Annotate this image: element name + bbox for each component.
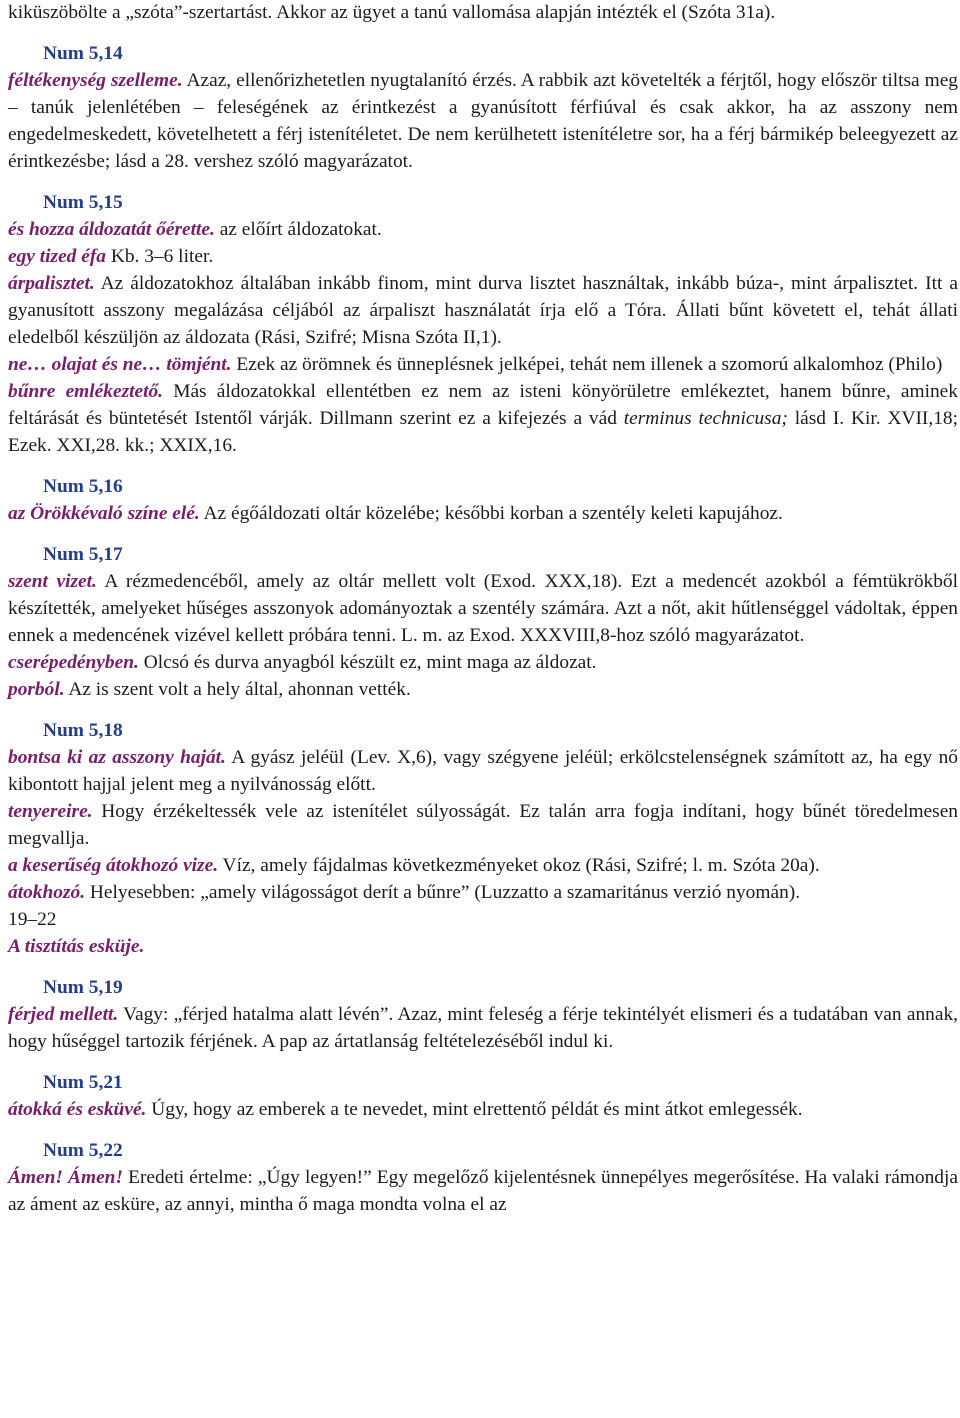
commentary-paragraph — [8, 1096, 958, 1123]
paragraph-spacer — [8, 527, 958, 541]
lemma-term: féltékenység szelleme. — [8, 70, 183, 91]
lemma-term: átokhozó. — [8, 882, 86, 903]
lemma-term: bűnre emlékeztető. — [8, 381, 164, 402]
paragraph-spacer — [8, 1123, 958, 1137]
commentary-text: Az is szent volt a hely által, ahonnan vették. — [64, 679, 411, 700]
paragraph-spacer — [8, 459, 958, 473]
italic-phrase: terminus technicusa; — [623, 408, 788, 429]
lemma-term: szent vizet. — [8, 571, 97, 592]
paragraph-spacer — [8, 26, 958, 40]
lemma-term: és hozza áldozatát őérette. — [8, 219, 215, 240]
commentary-paragraph — [8, 906, 958, 933]
paragraph-spacer — [8, 1055, 958, 1069]
commentary-paragraph — [8, 1164, 958, 1218]
commentary-text: Vagy: „férjed hatalma alatt lévén”. Azaz, mint feleség a férje tekintélyét elismeri és a tudatában van annak, hogy hűséggel tartozik férjének. A pap az ártatlanság feltételezéséből indul ki. — [8, 1004, 958, 1052]
commentary-text: Kb. 3–6 liter. — [106, 246, 214, 267]
commentary-paragraph — [8, 67, 958, 175]
section-subtitle: A tisztítás esküje. — [8, 936, 145, 957]
paragraph-spacer — [8, 175, 958, 189]
commentary-document — [8, 0, 958, 1218]
commentary-paragraph — [8, 744, 958, 798]
commentary-paragraph — [8, 798, 958, 852]
verse-heading: Num 5,22 — [43, 1140, 123, 1161]
commentary-text: A gyász jeléül (Lev. X,6), vagy szégyene jeléül; erkölcstelenségnek számított az, ha egy nő kibontott hajjal jelent meg a nyilvánosság előtt. — [8, 747, 958, 795]
commentary-paragraph — [8, 378, 958, 459]
commentary-text: Helyesebben: „amely világosságot derít a bűnre” (Luzzatto a szamaritánus verzió nyomán). — [85, 882, 801, 903]
commentary-paragraph — [8, 1001, 958, 1055]
lemma-term: egy tized éfa — [8, 246, 106, 267]
verse-heading: Num 5,17 — [43, 544, 123, 565]
commentary-paragraph — [8, 0, 958, 26]
verse-heading: Num 5,21 — [43, 1072, 123, 1093]
commentary-text: kiküszöbölte a „szóta”-szertartást. Akkor az ügyet a tanú vallomása alapján intézték el (Szóta 31a). — [8, 2, 776, 23]
lemma-term: bontsa ki az asszony haját. — [8, 747, 226, 768]
lemma-term: átokká és esküvé. — [8, 1099, 147, 1120]
commentary-text: Az égőáldozati oltár közelébe; későbbi korban a szentély keleti kapujához. — [199, 503, 783, 524]
verse-heading: Num 5,18 — [43, 720, 123, 741]
verse-heading: Num 5,15 — [43, 192, 123, 213]
commentary-paragraph — [8, 500, 958, 527]
lemma-term: a keserűség átokhozó vize. — [8, 855, 219, 876]
verse-heading: Num 5,16 — [43, 476, 123, 497]
lemma-term: ne… olajat és ne… tömjént. — [8, 354, 232, 375]
commentary-paragraph — [8, 216, 958, 243]
paragraph-spacer — [8, 960, 958, 974]
commentary-text: Más áldozatokkal ellentétben ez nem az isteni könyörületre emlékeztet, hanem bűnre, aminek feltárását és büntetését Istentől várják. Dillmann szerint ez a kifejezés a vád — [8, 381, 958, 429]
commentary-text: Az áldozatokhoz általában inkább finom, mint durva lisztet használtak, inkább búza-, mint árpalisztet. Itt a gyanusított asszony megalázása céljából az árpaliszt használatát írja elő a Tóra. Állati bűnt követett el, tehát állati eledelből készüljön az áldozata (Rási, Szifré; Misna Szóta II,1). — [8, 273, 958, 348]
commentary-text: Ezek az örömnek és ünneplésnek jelképei, tehát nem illenek a szomorú alkalomhoz (Philo) — [231, 354, 943, 375]
lemma-term: árpalisztet. — [8, 273, 95, 294]
commentary-text: az előírt áldozatokat. — [214, 219, 382, 240]
commentary-paragraph — [8, 676, 958, 703]
commentary-text: 19–22 — [8, 909, 57, 930]
commentary-text: Hogy érzékeltessék vele az istenítélet súlyosságát. Ez talán arra fogja indítani, hogy bűnét töredelmesen megvallja. — [8, 801, 958, 849]
commentary-text: Olcsó és durva anyagból készült ez, mint maga az áldozat. — [138, 652, 597, 673]
commentary-paragraph — [8, 270, 958, 351]
verse-heading: Num 5,19 — [43, 977, 123, 998]
verse-heading: Num 5,14 — [43, 43, 123, 64]
lemma-term: férjed mellett. — [8, 1004, 119, 1025]
commentary-text: Víz, amely fájdalmas következményeket okoz (Rási, Szifré; l. m. Szóta 20a). — [218, 855, 820, 876]
commentary-text: Eredeti értelme: „Úgy legyen!” Egy megelőző kijelentésnek ünnepélyes megerősítése. Ha valaki rámondja az áment az esküre, az annyi, mintha ő maga mondta volna el az — [8, 1167, 958, 1215]
commentary-text: A rézmedencéből, amely az oltár mellett volt (Exod. XXX,18). Ezt a medencét azokból a fémtükrökből készítették, amelyeket hűséges asszonyok adományoztak a szentély számára. Azt a nőt, akit hűtlenséggel vádoltak, éppen ennek a medencének vizével kellett próbára tenni. L. m. az Exod. XXXVIII,8-hoz szóló magyarázatot. — [8, 571, 959, 646]
lemma-term: Ámen! Ámen! — [8, 1167, 124, 1188]
commentary-text: lásd I. Kir. XVII,18; Ezek. XXI,28. kk.; XXIX,16. — [8, 408, 958, 456]
lemma-term: porból. — [8, 679, 65, 700]
paragraph-spacer — [8, 703, 958, 717]
lemma-term: cserépedényben. — [8, 652, 139, 673]
commentary-paragraph — [8, 879, 958, 906]
commentary-text: Úgy, hogy az emberek a te nevedet, mint elrettentő példát és mint átkot emlegessék. — [146, 1099, 803, 1120]
lemma-term: tenyereire. — [8, 801, 93, 822]
commentary-paragraph — [8, 649, 958, 676]
commentary-paragraph — [8, 852, 958, 879]
commentary-paragraph — [8, 351, 958, 378]
commentary-paragraph — [8, 568, 958, 649]
lemma-term: az Örökkévaló színe elé. — [8, 503, 200, 524]
commentary-paragraph — [8, 243, 958, 270]
commentary-text: Azaz, ellenőrizhetetlen nyugtalanító érzés. A rabbik azt követelték a férjtől, hogy először tiltsa meg – tanúk jelenlétében – feleségének az érintkezést a gyanúsított férfiúval és csak akkor, ha az asszony nem engedelmeskedett, követelhetett a férj istenítéletet. De nem kerülhetett istenítéletre sor, ha a férj bármikép beleegyezett az érintkezésbe; lásd a 28. vershez szóló magyarázatot. — [8, 70, 959, 172]
